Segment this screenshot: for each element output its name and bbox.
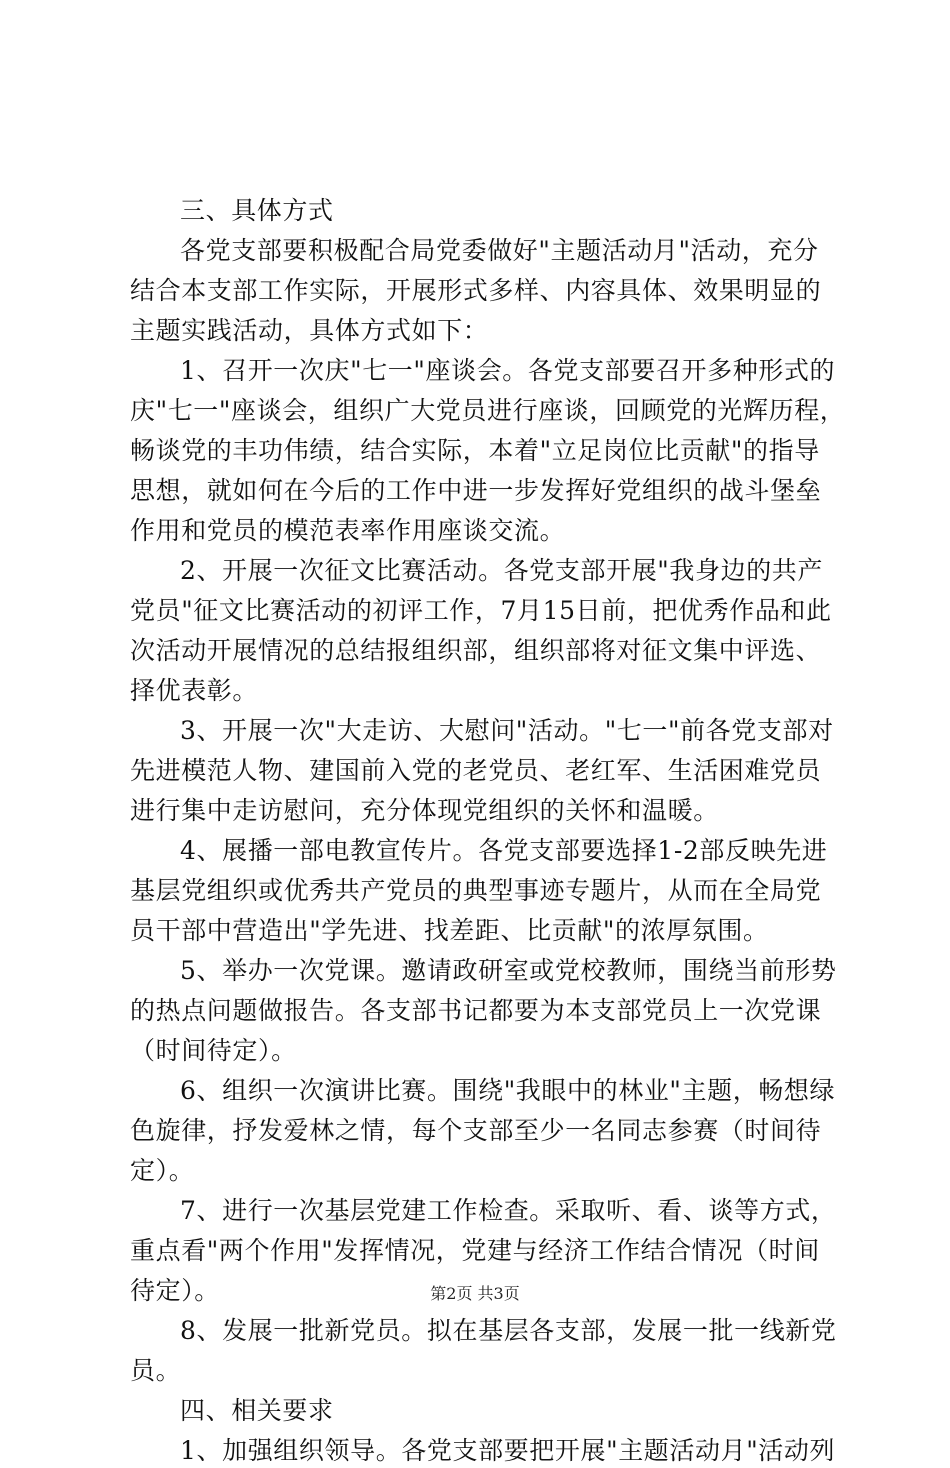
item-4-line: 4、展播一部电教宣传片。各党支部要选择1-2部反映先进 [180,836,828,865]
section-heading-specific-methods: 三、具体方式 [180,196,334,225]
item-1-line: 畅谈党的丰功伟绩，结合实际，本着"立足岗位比贡献"的指导 [130,436,820,465]
item-5-line: 的热点问题做报告。各支部书记都要为本支部党员上一次党课 [130,996,822,1025]
item-3-line: 先进模范人物、建国前入党的老党员、老红军、生活困难党员 [130,756,822,785]
paragraph-line: 各党支部要积极配合局党委做好"主题活动月"活动，充分 [180,236,819,265]
item-2-line: 择优表彰。 [130,676,259,705]
item-2-line: 2、开展一次征文比赛活动。各党支部开展"我身边的共产 [180,556,824,585]
item-2-line: 次活动开展情况的总结报组织部，组织部将对征文集中评选、 [130,636,822,665]
item-1-line: 思想，就如何在今后的工作中进一步发挥好党组织的战斗堡垒 [130,476,822,505]
item-6-line: 6、组织一次演讲比赛。围绕"我眼中的林业"主题，畅想绿 [180,1076,836,1105]
page-number-footer: 第2页 共3页 [430,1284,520,1303]
item-4-line: 员干部中营造出"学先进、找差距、比贡献"的浓厚氛围。 [130,916,769,945]
item-7-line: 重点看"两个作用"发挥情况，党建与经济工作结合情况（时间 [130,1236,820,1265]
item-7-line: 待定）。 [130,1276,220,1305]
item-3-line: 3、开展一次"大走访、大慰问"活动。"七一"前各党支部对 [180,716,834,745]
item-5-line: 5、举办一次党课。邀请政研室或党校教师，围绕当前形势 [180,956,837,985]
paragraph-line: 结合本支部工作实际，开展形式多样、内容具体、效果明显的 [130,276,822,305]
item-2-line: 党员"征文比赛活动的初评工作，7月15日前，把优秀作品和此 [130,596,832,625]
item-8-line: 员。 [130,1356,182,1385]
item-3-line: 进行集中走访慰问，充分体现党组织的关怀和温暖。 [130,796,719,825]
item-4-line: 基层党组织或优秀共产党员的典型事迹专题片，从而在全局党 [130,876,822,905]
item-1-line: 1、召开一次庆"七一"座谈会。各党支部要召开多种形式的 [180,356,836,385]
requirement-1-line: 1、加强组织领导。各党支部要把开展"主题活动月"活动列 [180,1436,836,1465]
item-1-line: 作用和党员的模范表率作用座谈交流。 [130,516,566,545]
item-8-line: 8、发展一批新党员。拟在基层各支部，发展一批一线新党 [180,1316,837,1345]
item-6-line: 色旋律，抒发爱林之情，每个支部至少一名同志参赛（时间待 [130,1116,822,1145]
item-7-line: 7、进行一次基层党建工作检查。采取听、看、谈等方式， [180,1196,837,1225]
item-1-line: 庆"七一"座谈会，组织广大党员进行座谈，回顾党的光辉历程， [130,396,846,425]
item-6-line: 定）。 [130,1156,195,1185]
section-heading-requirements: 四、相关要求 [180,1396,334,1425]
item-5-line: （时间待定）。 [130,1036,297,1065]
paragraph-line: 主题实践活动，具体方式如下： [130,316,489,345]
